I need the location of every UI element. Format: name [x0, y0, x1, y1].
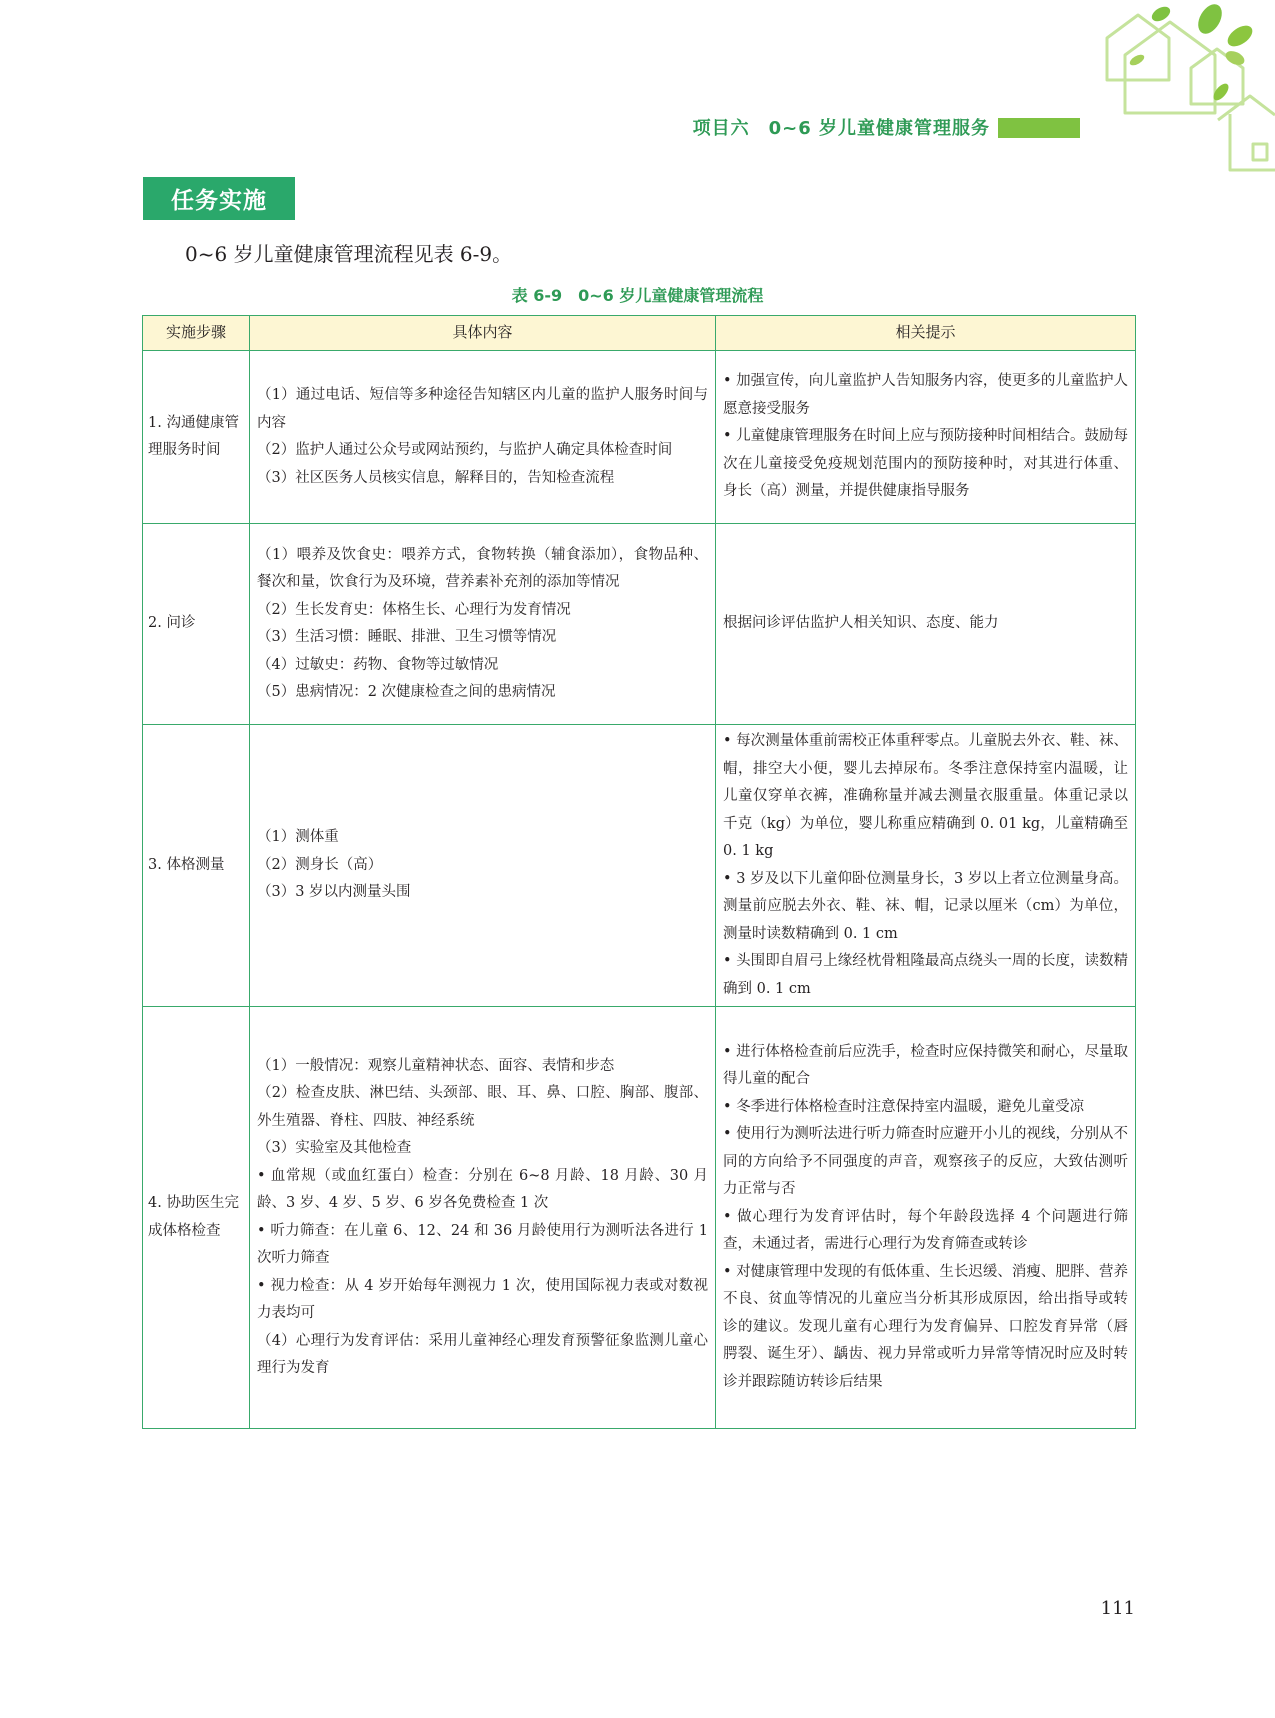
content-item: （4）心理行为发育评估：采用儿童神经心理发育预警征象监测儿童心理行为发育	[257, 1332, 708, 1376]
step-cell: 1. 沟通健康管理服务时间	[143, 351, 250, 524]
table-row	[143, 725, 1136, 1007]
tip-item: • 3 岁及以下儿童仰卧位测量身长，3 岁以上者立位测量身高。测量前应脱去外衣、鞋、袜、帽，记录以厘米（cm）为单位，测量时读数精确到 0. 1 cm	[723, 870, 1128, 942]
table-row	[143, 524, 1136, 725]
content-item: • 听力筛查：在儿童 6、12、24 和 36 月龄使用行为测听法各进行 1 次听力筛查	[257, 1222, 708, 1266]
table-title: 表 6-9 0~6 岁儿童健康管理流程	[511, 286, 764, 305]
table-header-row	[143, 316, 1136, 351]
content-item: （5）患病情况：2 次健康检查之间的患病情况	[257, 684, 556, 700]
content-item: （3）社区医务人员核实信息，解释目的，告知检查流程	[257, 469, 615, 486]
content-cell	[250, 1007, 716, 1429]
content-item: （1）测体重	[257, 829, 339, 846]
content-item: （3）生活习惯：睡眠、排泄、卫生习惯等情况	[257, 629, 557, 645]
tip-item: • 儿童健康管理服务在时间上应与预防接种时间相结合。鼓励每次在儿童接受免疫规划范围内的预防接种时，对其进行体重、身长（高）测量，并提供健康指导服务	[723, 428, 1128, 500]
chapter-title: 项目六 0~6 岁儿童健康管理服务	[692, 118, 990, 139]
tip-item: • 进行体格检查前后应洗手，检查时应保持微笑和耐心，尽量取得儿童的配合	[723, 1043, 1128, 1088]
tip-item: • 加强宣传，向儿童监护人告知服务内容，使更多的儿童监护人愿意接受服务	[723, 373, 1128, 417]
intro-paragraph: 0~6 岁儿童健康管理流程见表 6-9。	[185, 242, 513, 266]
step-cell: 4. 协助医生完成体格检查	[143, 1007, 250, 1429]
tip-item: • 对健康管理中发现的有低体重、生长迟缓、消瘦、肥胖、营养不良、贫血等情况的儿童应当分析其形成原因，给出指导或转诊的建议。发现儿童有心理行为发育偏异、口腔发育异常（唇腭裂、诞生牙）、龋齿、视力异常或听力异常等情况时应及时转诊并跟踪随访转诊后结果	[723, 1263, 1128, 1390]
health-management-table	[142, 315, 1136, 1429]
tip-item: • 每次测量体重前需校正体重秤零点。儿童脱去外衣、鞋、袜、帽，排空大小便，婴儿去掉尿布。冬季注意保持室内温暖，让儿童仅穿单衣裤，准确称量并减去测量衣服重量。体重记录以千克（kg）为单位，婴儿称重应精确到 0. 01 kg，儿童精确至 0. 1 kg	[723, 733, 1128, 859]
step-cell: 3. 体格测量	[143, 725, 250, 1007]
tip-item: • 做心理行为发育评估时，每个年龄段选择 4 个问题进行筛查，未通过者，需进行心理行为发育筛查或转诊	[723, 1208, 1128, 1253]
column-header: 具体内容	[250, 316, 716, 351]
content-item: （2）检查皮肤、淋巴结、头颈部、眼、耳、鼻、口腔、胸部、腹部、外生殖器、脊柱、四肢、神经系统	[257, 1085, 708, 1129]
content-item: （3）3 岁以内测量头围	[257, 884, 411, 901]
tips-cell	[716, 351, 1136, 524]
content-item: （1）通过电话、短信等多种途径告知辖区内儿童的监护人服务时间与内容	[257, 387, 708, 431]
table-row	[143, 351, 1136, 524]
tips-cell	[716, 1007, 1136, 1429]
content-cell	[250, 351, 716, 524]
content-item: （4）过敏史：药物、食物等过敏情况	[257, 656, 499, 673]
column-header: 实施步骤	[143, 316, 250, 351]
column-header: 相关提示	[716, 316, 1136, 351]
content-cell	[250, 725, 716, 1007]
tips-cell	[716, 725, 1136, 1007]
tip-item: • 冬季进行体格检查时注意保持室内温暖，避免儿童受凉	[723, 1098, 1085, 1115]
content-item: （3）实验室及其他检查	[257, 1140, 412, 1156]
step-cell: 2. 问诊	[143, 524, 250, 725]
tips-cell	[716, 524, 1136, 725]
page-number: 111	[1100, 1598, 1135, 1619]
tip-item: 根据问诊评估监护人相关知识、态度、能力	[723, 615, 999, 632]
tip-item: • 使用行为测听法进行听力筛查时应避开小儿的视线，分别从不同的方向给予不同强度的声音，观察孩子的反应，大致估测听力正常与否	[723, 1126, 1128, 1198]
tip-item: • 头围即自眉弓上缘经枕骨粗隆最高点绕头一周的长度，读数精确到 0. 1 cm	[723, 953, 1128, 997]
content-item: （2）监护人通过公众号或网站预约，与监护人确定具体检查时间	[257, 442, 673, 458]
content-item: • 血常规（或血红蛋白）检查：分别在 6~8 月龄、18 月龄、30 月龄、3 岁、4 岁、5 岁、6 岁各免费检查 1 次	[257, 1167, 708, 1211]
content-item: （1）一般情况：观察儿童精神状态、面容、表情和步态	[257, 1057, 615, 1074]
content-item: • 视力检查：从 4 岁开始每年测视力 1 次，使用国际视力表或对数视力表均可	[257, 1277, 708, 1321]
section-tag: 任务实施	[143, 177, 295, 220]
table-row	[143, 1007, 1136, 1429]
content-item: （2）测身长（高）	[257, 856, 383, 873]
houses-leaves-decoration	[955, 0, 1275, 180]
content-cell	[250, 524, 716, 725]
chapter-color-block	[998, 118, 1080, 138]
content-item: （2）生长发育史：体格生长、心理行为发育情况	[257, 601, 571, 618]
content-item: （1）喂养及饮食史：喂养方式，食物转换（辅食添加），食物品种、餐次和量，饮食行为及环境，营养素补充剂的添加等情况	[257, 546, 708, 590]
